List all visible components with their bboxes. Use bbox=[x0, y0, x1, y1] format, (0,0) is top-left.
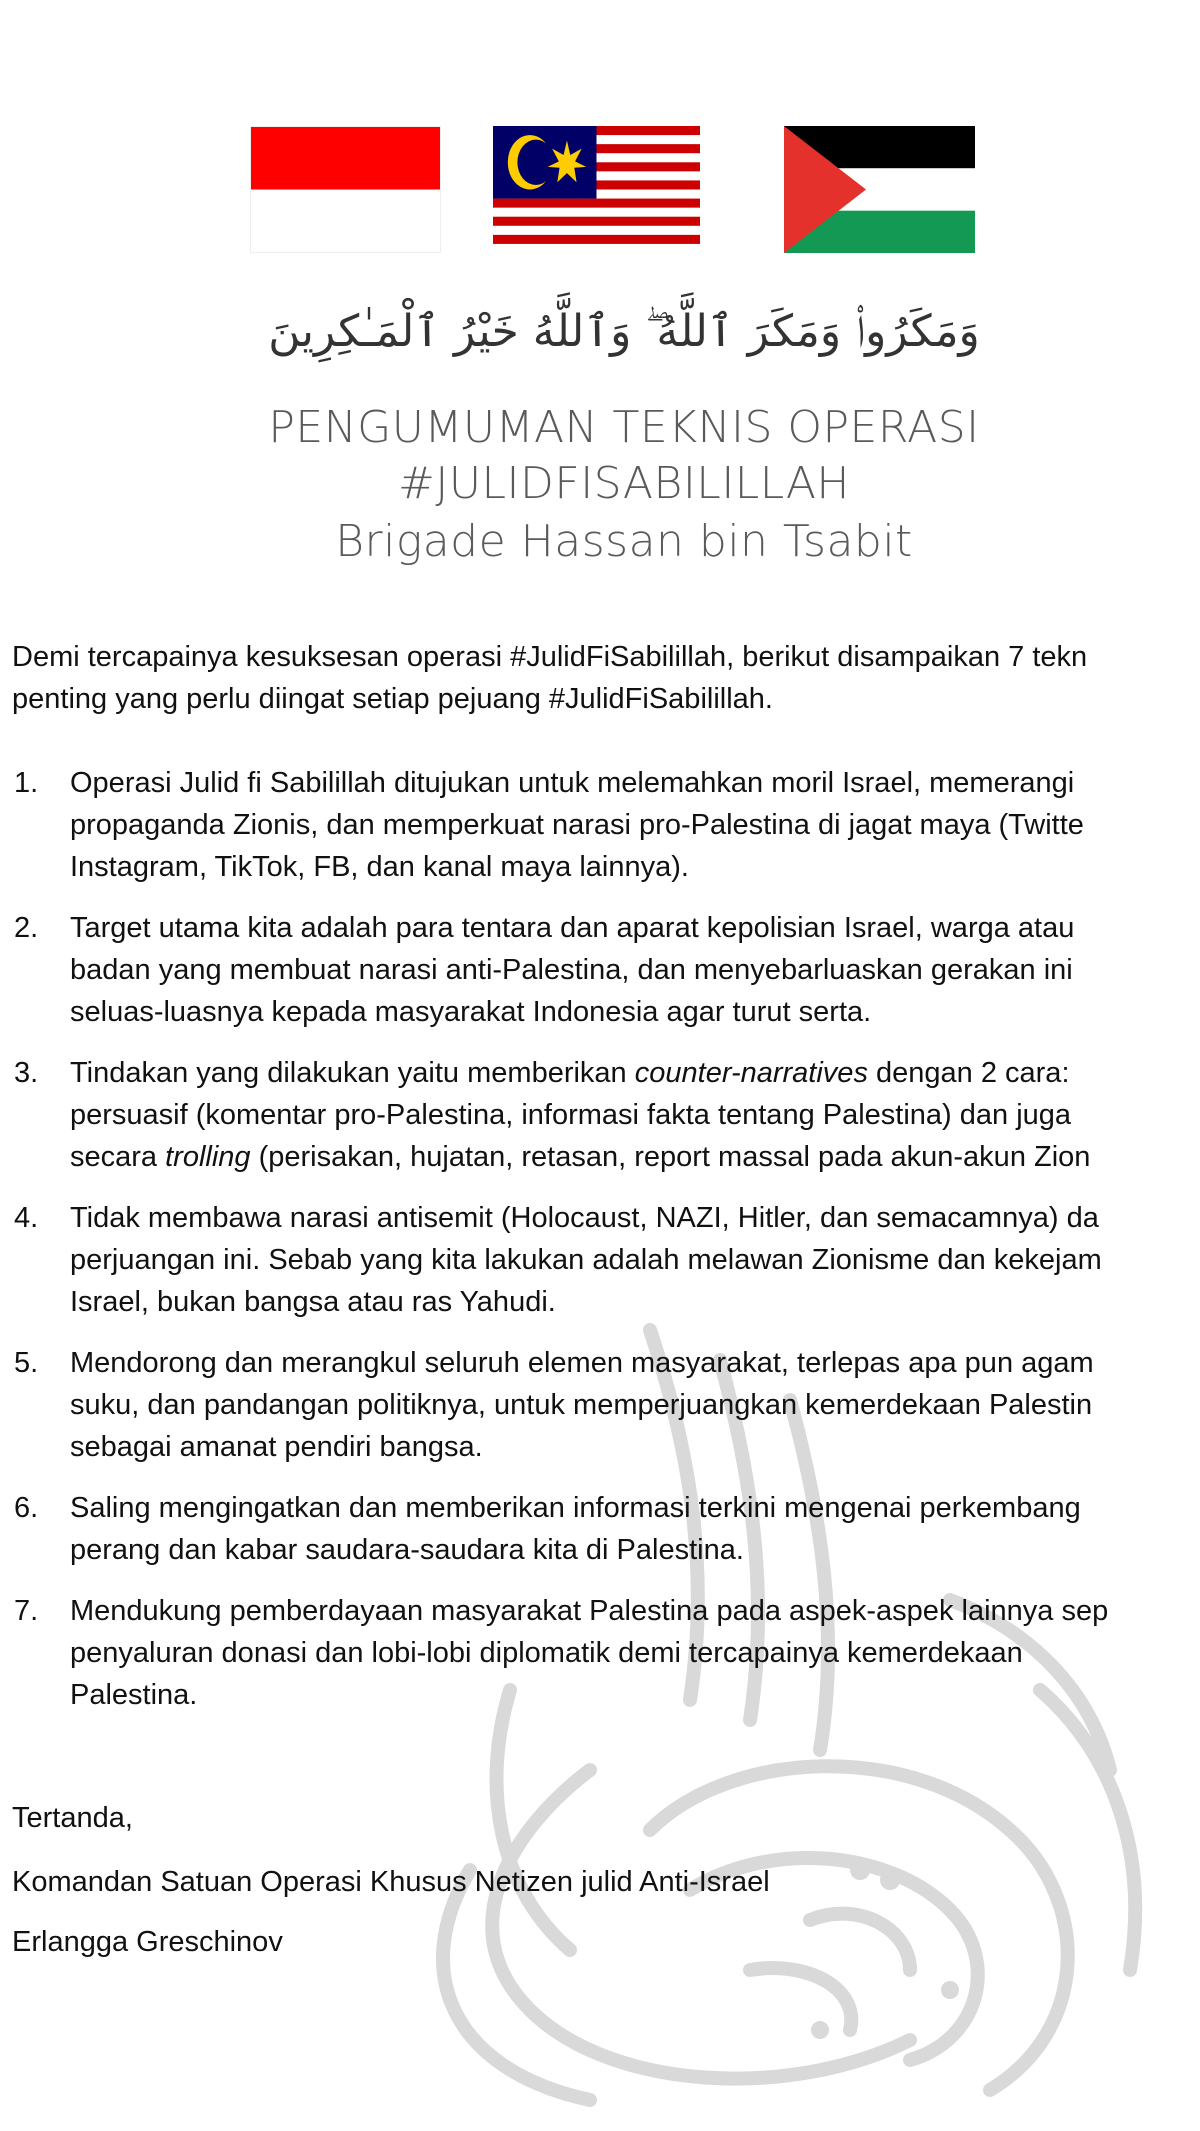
intro-line: Demi tercapainya kesuksesan operasi #JulidFiSabilillah, berikut disampaikan 7 tekn bbox=[12, 641, 1088, 673]
list-line: sebagai amanat pendiri bangsa. bbox=[70, 1431, 483, 1463]
emphasis-text: counter-narratives bbox=[634, 1057, 868, 1089]
list-line: perjuangan ini. Sebab yang kita lakukan adalah melawan Zionisme dan kekejam bbox=[70, 1244, 1102, 1276]
list-line: Operasi Julid fi Sabilillah ditujukan untuk melemahkan moril Israel, memerangi bbox=[70, 767, 1075, 799]
list-number: 5. bbox=[14, 1347, 39, 1379]
list-number: 4. bbox=[14, 1202, 39, 1234]
signature-closing: Tertanda, bbox=[12, 1802, 133, 1834]
list-item bbox=[0, 1197, 1200, 1323]
text-run: secara bbox=[70, 1141, 166, 1173]
numbered-list bbox=[0, 762, 1200, 1735]
list-number: 3. bbox=[14, 1057, 39, 1089]
text-run: dengan 2 cara: bbox=[867, 1057, 1070, 1089]
list-line: persuasif (komentar pro-Palestina, informasi fakta tentang Palestina) dan juga bbox=[70, 1099, 1072, 1131]
intro-line: penting yang perlu diingat setiap pejuang #JulidFiSabilillah. bbox=[12, 683, 773, 715]
page-title: PENGUMUMAN TEKNIS OPERASI bbox=[268, 402, 980, 453]
text-run: Tindakan yang dilakukan yaitu memberikan bbox=[70, 1057, 635, 1089]
brigade-subtitle: Brigade Hassan bin Tsabit bbox=[335, 516, 913, 567]
list-line: Mendukung pemberdayaan masyarakat Palestina pada aspek-aspek lainnya sep bbox=[70, 1595, 1109, 1627]
list-line: Saling mengingatkan dan memberikan informasi terkini mengenai perkembang bbox=[70, 1492, 1081, 1524]
quran-verse: وَمَكَرُوا۟ وَمَكَرَ ٱللَّهُ ۖ وَٱللَّهُ خَيْرُ ٱلْمَـٰكِرِينَ bbox=[268, 306, 980, 357]
list-line: suku, dan pandangan politiknya, untuk memperjuangkan kemerdekaan Palestin bbox=[70, 1389, 1093, 1421]
list-line: seluas-luasnya kepada masyarakat Indonesia agar turut serta. bbox=[70, 996, 872, 1028]
list-item-text bbox=[70, 1342, 1200, 1468]
list-item-text bbox=[70, 1052, 1200, 1178]
list-item-text bbox=[70, 1487, 1200, 1571]
list-line: penyaluran donasi dan lobi-lobi diplomatik demi tercapainya kemerdekaan bbox=[70, 1637, 1023, 1669]
indonesia-flag-icon bbox=[250, 126, 441, 253]
list-item bbox=[0, 762, 1200, 888]
list-line: Israel, bukan bangsa atau ras Yahudi. bbox=[70, 1286, 556, 1318]
list-item bbox=[0, 1342, 1200, 1468]
flags-row bbox=[250, 126, 975, 256]
malaysia-flag-icon bbox=[493, 126, 700, 253]
list-item bbox=[0, 1590, 1200, 1716]
list-item-text bbox=[70, 907, 1200, 1033]
list-item-text bbox=[70, 762, 1200, 888]
list-line: badan yang membuat narasi anti-Palestina, dan menyebarluaskan gerakan ini bbox=[70, 954, 1073, 986]
list-number: 1. bbox=[14, 767, 39, 799]
hashtag-title: #JULIDFISABILILLAH bbox=[397, 458, 851, 509]
list-line bbox=[70, 1136, 1200, 1178]
list-item bbox=[0, 1052, 1200, 1178]
list-number: 7. bbox=[14, 1595, 39, 1627]
list-line: propaganda Zionis, dan memperkuat narasi pro-Palestina di jagat maya (Twitte bbox=[70, 809, 1084, 841]
list-line: Instagram, TikTok, FB, dan kanal maya lainnya). bbox=[70, 851, 689, 883]
intro-paragraph bbox=[12, 636, 1200, 720]
list-line: Palestina. bbox=[70, 1679, 198, 1711]
palestine-flag-icon bbox=[784, 126, 975, 253]
list-line: Mendorong dan merangkul seluruh elemen masyarakat, terlepas apa pun agam bbox=[70, 1347, 1094, 1379]
text-run: (perisakan, hujatan, retasan, report massal pada akun-akun Zion bbox=[250, 1141, 1091, 1173]
list-item-text bbox=[70, 1197, 1200, 1323]
emphasis-text: trolling bbox=[165, 1141, 251, 1173]
signature-title: Komandan Satuan Operasi Khusus Netizen julid Anti-Israel bbox=[12, 1866, 770, 1898]
list-item bbox=[0, 907, 1200, 1033]
list-line bbox=[70, 1052, 1200, 1094]
list-line: Tidak membawa narasi antisemit (Holocaust, NAZI, Hitler, dan semacamnya) da bbox=[70, 1202, 1099, 1234]
list-item-text bbox=[70, 1590, 1200, 1716]
list-item bbox=[0, 1487, 1200, 1571]
list-number: 6. bbox=[14, 1492, 39, 1524]
signature-name: Erlangga Greschinov bbox=[12, 1926, 283, 1958]
list-line: Target utama kita adalah para tentara dan aparat kepolisian Israel, warga atau bbox=[70, 912, 1075, 944]
list-number: 2. bbox=[14, 912, 39, 944]
list-line: perang dan kabar saudara-saudara kita di Palestina. bbox=[70, 1534, 744, 1566]
